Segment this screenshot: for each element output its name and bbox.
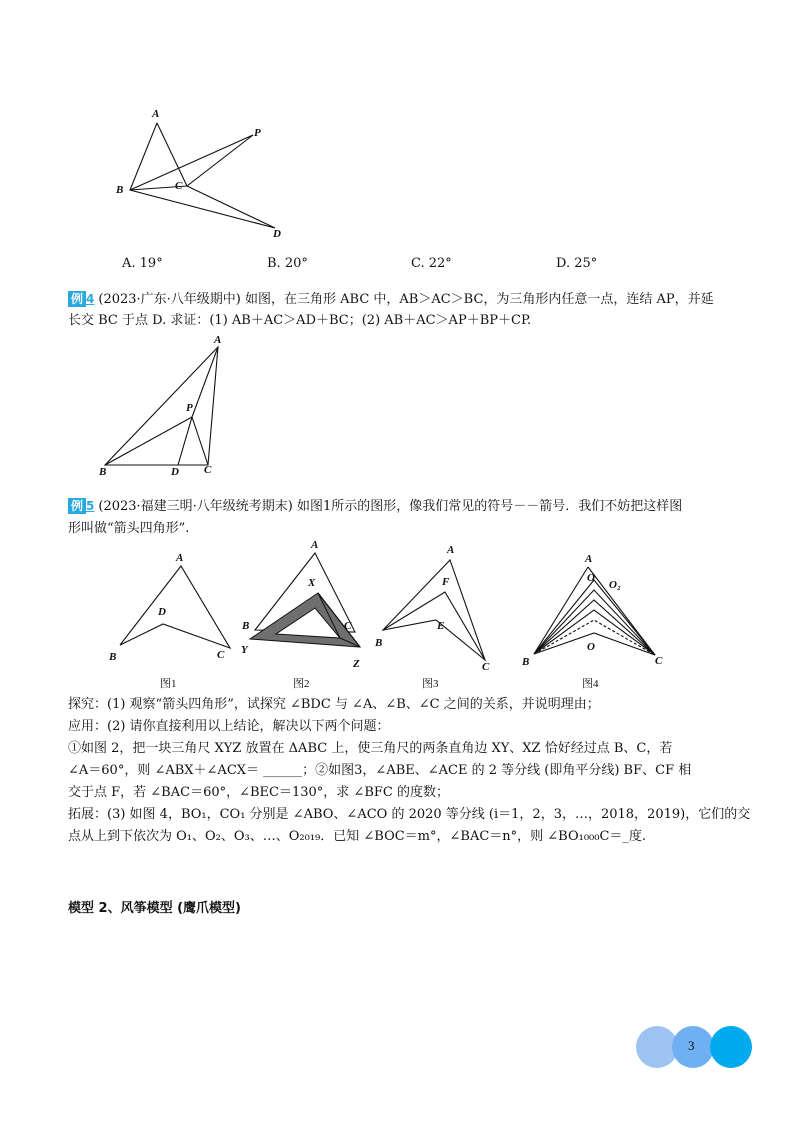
- example5-q1b: ∠A＝60°，则 ∠ABX＋∠ACX＝ ______；②如图3，∠ABE、∠ACE 的 2 等分线 (即角平分线) BF、CF 相: [68, 763, 692, 778]
- fig2-label-Y: Y: [241, 644, 248, 656]
- e4-label-A: A: [214, 334, 222, 346]
- example5-extend: 拓展：(3) 如图 4，BO₁，CO₁ 分别是 ∠ABO、∠ACO 的 2020 等分线 (i＝1，2，3，…，2018，2019)，它们的交: [68, 807, 751, 822]
- example4-line1: 例 4 (2023·广东·八年级期中) 如图，在三角形 ABC 中，AB＞AC＞BC，为三角形内任意一点，连结 AP，并延: [68, 288, 714, 311]
- label-C: C: [175, 180, 183, 192]
- label-B: B: [116, 184, 124, 196]
- fig4-caption: 图4: [582, 678, 599, 690]
- example5-q2: 交于点 F，若 ∠BAC＝60°，∠BEC＝130°，求 ∠BFC 的度数；: [68, 785, 449, 800]
- fig4-label-O1: O: [587, 572, 595, 584]
- page-number-badge: [636, 1026, 752, 1068]
- example5-q1: ①如图 2，把一块三角尺 XYZ 放置在 ΔABC 上，使三角尺的两条直角边 XY、XZ 恰好经过点 B、C，若: [68, 741, 673, 756]
- example5-explore: 探究：(1) 观察“箭头四角形”，试探究 ∠BDC 与 ∠A、∠B、∠C 之间的关系，并说明理由；: [68, 697, 600, 712]
- label-P: P: [254, 127, 261, 139]
- example5-apply: 应用：(2) 请你直接利用以上结论，解决以下两个问题：: [68, 719, 390, 734]
- fig4-label-O2: O₂: [609, 579, 621, 591]
- fig4-label-A: A: [585, 553, 593, 565]
- example5-line1: 例 5 (2023·福建三明·八年级统考期末) 如图1所示的图形，像我们常见的符号－－箭号．我们不妨把这样图: [68, 495, 682, 518]
- label-D: D: [273, 228, 281, 240]
- fig2-label-X: X: [308, 577, 316, 589]
- example-number: 5: [86, 499, 95, 513]
- fig1-label-B: B: [109, 651, 117, 663]
- example5-line2: 形叫做“箭头四角形”.: [68, 521, 190, 536]
- fig2-label-C: C: [344, 620, 352, 632]
- option-a: A. 19°: [122, 256, 163, 271]
- e4-label-P: P: [186, 402, 193, 414]
- fig1-label-D: D: [158, 606, 166, 618]
- option-c: C. 22°: [411, 256, 452, 271]
- fig4-label-B: B: [522, 656, 530, 668]
- option-d: D. 25°: [556, 256, 598, 271]
- fig3-label-E: E: [437, 620, 445, 632]
- example-badge: 例: [68, 498, 86, 514]
- fig2-label-B: B: [242, 620, 250, 632]
- e4-label-D: D: [171, 466, 179, 478]
- fig4-label-O: O: [587, 641, 595, 653]
- label-A: A: [152, 108, 160, 120]
- fig4-label-C: C: [655, 655, 663, 667]
- fig3-label-B: B: [375, 637, 383, 649]
- fig3-label-A: A: [447, 544, 455, 556]
- fig3-label-F: F: [442, 576, 450, 588]
- fig1-label-A: A: [176, 552, 184, 564]
- fig2-label-Z: Z: [353, 658, 360, 670]
- example5-extend-b: 点从上到下依次为 O₁、O₂、O₃、…、O₂₀₁₉．已知 ∠BOC＝m°，∠BAC＝n°，则 ∠BO₁₀₀₀C＝_度.: [68, 829, 647, 844]
- fig3-label-C: C: [482, 661, 490, 673]
- example-number: 4: [86, 292, 95, 306]
- e4-label-B: B: [99, 466, 107, 478]
- page-number: 3: [688, 1038, 695, 1053]
- fig2-label-A: A: [311, 539, 319, 551]
- fig2-caption: 图2: [293, 678, 310, 690]
- fig3-caption: 图3: [422, 678, 439, 690]
- example4-line2: 长交 BC 于点 D. 求证：(1) AB＋AC＞AD＋BC；(2) AB＋AC＞AP＋BP＋CP.: [68, 313, 532, 328]
- fig1-caption: 图1: [160, 678, 177, 690]
- fig1-label-C: C: [217, 649, 225, 661]
- section-title: 模型 2、风筝模型 (鹰爪模型): [68, 901, 241, 916]
- e4-label-C: C: [204, 464, 212, 476]
- option-b: B. 20°: [267, 256, 308, 271]
- example-badge: 例: [68, 291, 86, 307]
